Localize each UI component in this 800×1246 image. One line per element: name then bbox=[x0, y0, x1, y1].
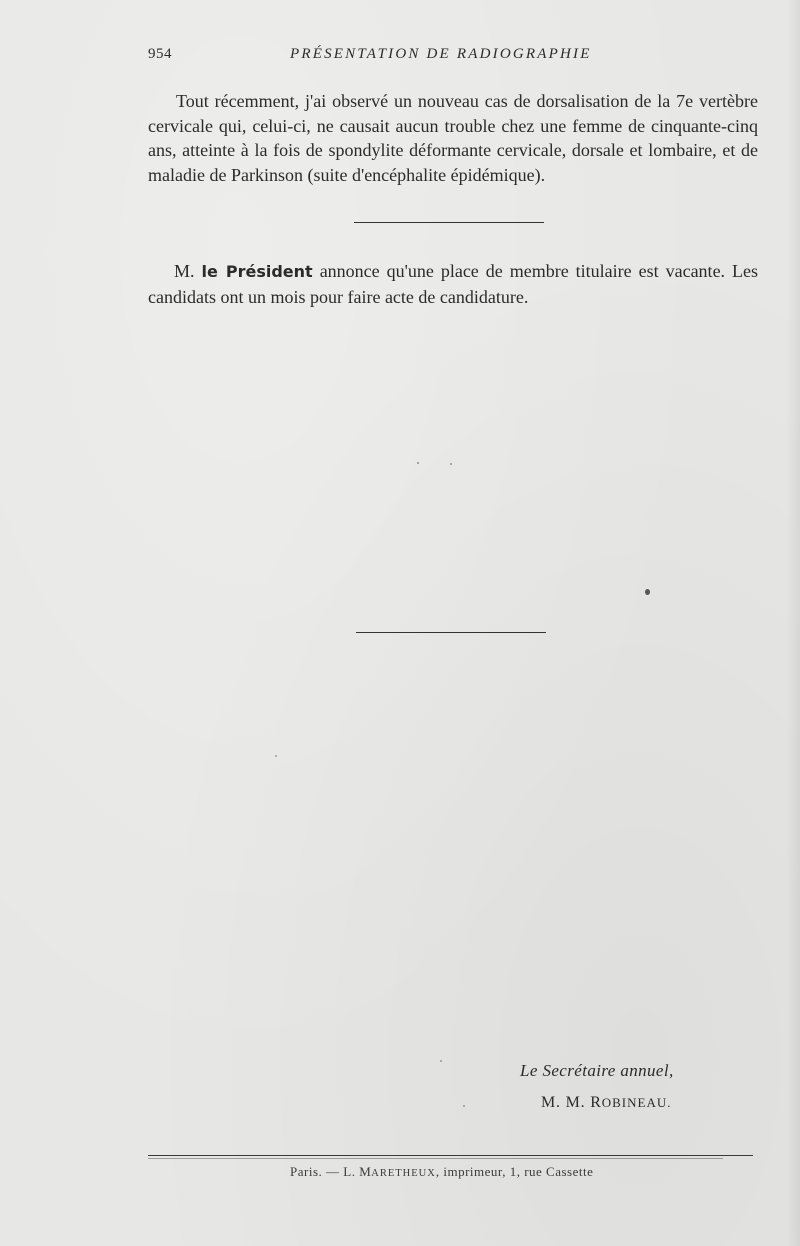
page-edge-shadow bbox=[786, 0, 800, 1246]
paragraph-observation: Tout récemment, j'ai observé un nouveau cas de dorsalisation de la 7e vertèbre cervicale qui, celui-ci, ne causait aucun trouble chez une femme de cinquante-cinq ans, atteinte à la fois de spondylite déformante cervicale, dorsale et lombaire, et de maladie de Parkinson (suite d'encéphalite épidémique). bbox=[148, 91, 758, 185]
signature-surname: OBINEAU. bbox=[601, 1095, 672, 1110]
announcement-prefix: M. bbox=[174, 261, 195, 281]
footer-rule bbox=[148, 1155, 753, 1156]
printer-name: ARETHEUX bbox=[371, 1168, 436, 1179]
section-divider-2 bbox=[356, 632, 546, 633]
printer-imprint bbox=[290, 1164, 593, 1180]
imprint-prefix: Paris. — L. bbox=[290, 1164, 356, 1179]
printer-initial: M bbox=[359, 1164, 372, 1179]
footer-rule-thin bbox=[148, 1158, 723, 1159]
imprint-address: , imprimeur, 1, rue Cassette bbox=[435, 1164, 594, 1179]
ink-speck bbox=[645, 589, 650, 595]
running-title: PRÉSENTATION DE RADIOGRAPHIE bbox=[290, 46, 592, 62]
signature-role: Le Secrétaire annuel, bbox=[520, 1061, 674, 1080]
page-header bbox=[148, 46, 758, 68]
paragraph-announcement bbox=[148, 259, 758, 309]
signature-surname-initial: R bbox=[590, 1094, 602, 1111]
announcement-text: annonce qu'une place de membre titulaire est vacante. Les candidats ont un mois pour faire acte de candidature. bbox=[148, 261, 759, 307]
president-label: le Président bbox=[201, 262, 313, 281]
page-number: 954 bbox=[148, 46, 172, 62]
ink-speck bbox=[463, 1105, 465, 1107]
ink-speck bbox=[417, 462, 419, 464]
signature-name bbox=[541, 1094, 672, 1112]
ink-speck bbox=[275, 755, 277, 757]
signature-initials: M. M. bbox=[541, 1094, 586, 1111]
ink-speck bbox=[450, 463, 452, 465]
ink-speck bbox=[440, 1060, 442, 1062]
section-divider bbox=[354, 222, 544, 223]
